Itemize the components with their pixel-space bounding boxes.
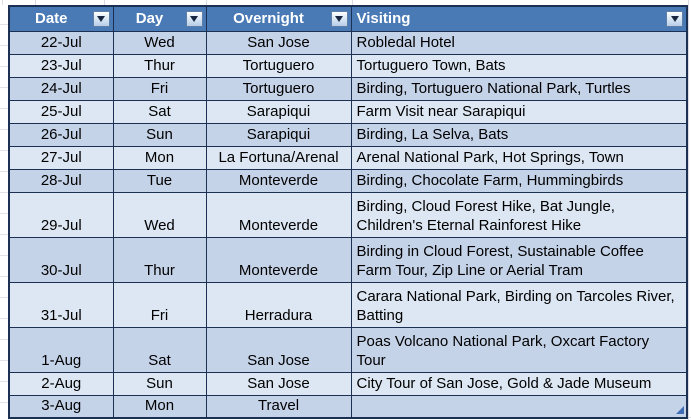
- filter-arrow-icon: [190, 16, 198, 22]
- cell-overnight[interactable]: Herradura: [206, 282, 351, 327]
- filter-arrow-icon: [335, 16, 343, 22]
- table-row: [9, 169, 687, 192]
- table-row: [9, 327, 687, 372]
- filter-arrow-icon: [97, 16, 105, 22]
- sheet-gridline: [688, 0, 689, 420]
- sheet-gridline: [2, 0, 3, 5]
- cell-day[interactable]: Sat: [113, 100, 206, 123]
- header-date: [9, 6, 113, 31]
- header-date-label: Date: [34, 10, 68, 28]
- filter-dropdown-overnight[interactable]: [331, 11, 348, 27]
- cell-overnight[interactable]: Sarapiqui: [206, 123, 351, 146]
- cell-date[interactable]: 2-Aug: [9, 372, 113, 395]
- cell-date[interactable]: 3-Aug: [9, 395, 113, 418]
- cell-day[interactable]: Tue: [113, 169, 206, 192]
- cell-overnight[interactable]: Tortuguero: [206, 54, 351, 77]
- cell-date[interactable]: 23-Jul: [9, 54, 113, 77]
- cell-visiting[interactable]: Birding in Cloud Forest, Sustainable Coffee Farm Tour, Zip Line or Aerial Tram: [351, 237, 687, 282]
- cell-day[interactable]: Thur: [113, 54, 206, 77]
- table-row: [9, 372, 687, 395]
- table-row: [9, 146, 687, 169]
- cell-date[interactable]: 25-Jul: [9, 100, 113, 123]
- cell-date[interactable]: 30-Jul: [9, 237, 113, 282]
- cell-day[interactable]: Wed: [113, 31, 206, 54]
- filter-dropdown-visiting[interactable]: [666, 11, 683, 27]
- table-row: [9, 237, 687, 282]
- cell-overnight[interactable]: Tortuguero: [206, 77, 351, 100]
- itinerary-table: [8, 5, 688, 419]
- cell-visiting[interactable]: Tortuguero Town, Bats: [351, 54, 687, 77]
- cell-day[interactable]: Fri: [113, 282, 206, 327]
- table-row: [9, 123, 687, 146]
- cell-day[interactable]: Sun: [113, 123, 206, 146]
- cell-day[interactable]: Fri: [113, 77, 206, 100]
- cell-date[interactable]: 24-Jul: [9, 77, 113, 100]
- header-overnight-label: Overnight: [233, 10, 304, 28]
- cell-date[interactable]: 31-Jul: [9, 282, 113, 327]
- cell-visiting[interactable]: Carara National Park, Birding on Tarcoles River, Batting: [351, 282, 687, 327]
- header-visiting: [351, 6, 687, 31]
- cell-overnight[interactable]: Monteverde: [206, 237, 351, 282]
- cell-visiting[interactable]: Robledal Hotel: [351, 31, 687, 54]
- cell-visiting[interactable]: Birding, Tortuguero National Park, Turtles: [351, 77, 687, 100]
- cell-visiting[interactable]: Birding, Cloud Forest Hike, Bat Jungle, Children's Eternal Rainforest Hike: [351, 192, 687, 237]
- cell-date[interactable]: 22-Jul: [9, 31, 113, 54]
- header-row: [9, 6, 687, 31]
- table-resize-handle[interactable]: [676, 406, 684, 414]
- cell-day[interactable]: Sun: [113, 372, 206, 395]
- filter-dropdown-date[interactable]: [93, 11, 110, 27]
- table-row: [9, 192, 687, 237]
- cell-overnight[interactable]: Monteverde: [206, 169, 351, 192]
- cell-visiting[interactable]: Poas Volcano National Park, Oxcart Factory Tour: [351, 327, 687, 372]
- cell-day[interactable]: Sat: [113, 327, 206, 372]
- cell-overnight[interactable]: San Jose: [206, 372, 351, 395]
- table-row: [9, 100, 687, 123]
- cell-overnight[interactable]: Travel: [206, 395, 351, 418]
- cell-day[interactable]: Mon: [113, 395, 206, 418]
- cell-visiting[interactable]: City Tour of San Jose, Gold & Jade Museum: [351, 372, 687, 395]
- header-overnight: [206, 6, 351, 31]
- cell-overnight[interactable]: Monteverde: [206, 192, 351, 237]
- cell-date[interactable]: 27-Jul: [9, 146, 113, 169]
- cell-date[interactable]: 28-Jul: [9, 169, 113, 192]
- cell-day[interactable]: Thur: [113, 237, 206, 282]
- cell-overnight[interactable]: Sarapiqui: [206, 100, 351, 123]
- cell-day[interactable]: Wed: [113, 192, 206, 237]
- table-row: [9, 395, 687, 418]
- cell-visiting[interactable]: Farm Visit near Sarapiqui: [351, 100, 687, 123]
- cell-day[interactable]: Mon: [113, 146, 206, 169]
- cell-overnight[interactable]: La Fortuna/Arenal: [206, 146, 351, 169]
- header-day: [113, 6, 206, 31]
- table-row: [9, 54, 687, 77]
- cell-date[interactable]: 29-Jul: [9, 192, 113, 237]
- table-row: [9, 282, 687, 327]
- cell-overnight[interactable]: San Jose: [206, 327, 351, 372]
- table-row: [9, 77, 687, 100]
- cell-visiting[interactable]: [351, 395, 687, 418]
- cell-date[interactable]: 1-Aug: [9, 327, 113, 372]
- filter-arrow-icon: [671, 16, 679, 22]
- cell-visiting[interactable]: Birding, Chocolate Farm, Hummingbirds: [351, 169, 687, 192]
- sheet-gridlines-left: [0, 4, 8, 416]
- table-row: [9, 31, 687, 54]
- header-day-label: Day: [135, 10, 164, 28]
- cell-overnight[interactable]: San Jose: [206, 31, 351, 54]
- header-visiting-label: Visiting: [356, 10, 411, 28]
- cell-visiting[interactable]: Birding, La Selva, Bats: [351, 123, 687, 146]
- cell-date[interactable]: 26-Jul: [9, 123, 113, 146]
- cell-visiting[interactable]: Arenal National Park, Hot Springs, Town: [351, 146, 687, 169]
- filter-dropdown-day[interactable]: [186, 11, 203, 27]
